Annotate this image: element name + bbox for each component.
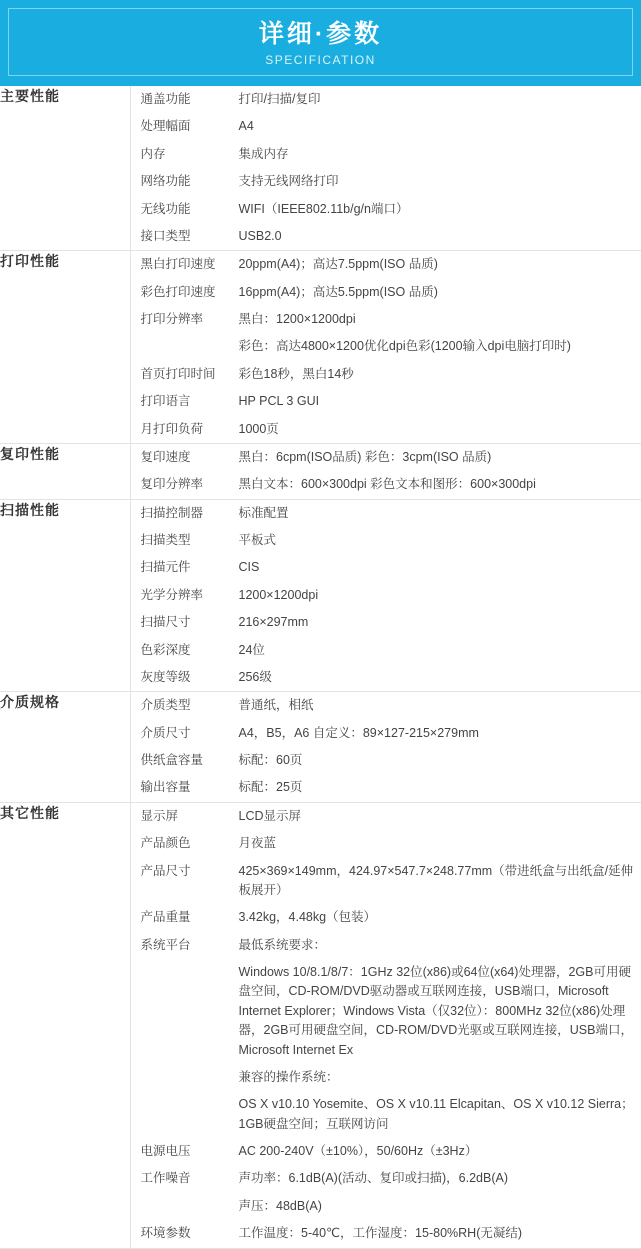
spec-group-rows [130, 692, 641, 803]
spec-row-value: 256级 [239, 668, 641, 687]
spec-row-value: 标准配置 [239, 504, 641, 523]
spec-row [131, 1064, 641, 1091]
spec-row-label: 介质尺寸 [131, 724, 239, 743]
spec-row-label: 彩色打印速度 [131, 283, 239, 302]
spec-row-value: 1200×1200dpi [239, 586, 641, 605]
spec-row-value: 黑白：1200×1200dpi [239, 310, 641, 329]
page-subtitle: SPECIFICATION [9, 53, 632, 67]
spec-row [131, 86, 641, 113]
spec-row-label: 输出容量 [131, 778, 239, 797]
page-title: 详细·参数 [9, 19, 632, 49]
spec-row-value: 黑白：6cpm(ISO品质) 彩色：3cpm(ISO 品质) [239, 448, 641, 467]
spec-row-value: USB2.0 [239, 227, 641, 246]
spec-row-value: 兼容的操作系统： [239, 1068, 641, 1087]
spec-row-label: 网络功能 [131, 172, 239, 191]
spec-row-label: 系统平台 [131, 936, 239, 955]
spec-table-body [0, 86, 641, 1248]
spec-row-value: 标配：60页 [239, 751, 641, 770]
spec-row-label: 介质类型 [131, 696, 239, 715]
spec-row-label: 处理幅面 [131, 117, 239, 136]
spec-row [131, 582, 641, 609]
spec-row-label: 黑白打印速度 [131, 255, 239, 274]
spec-row [131, 1165, 641, 1192]
spec-row-value: 最低系统要求： [239, 936, 641, 955]
spec-row [131, 1091, 641, 1138]
spec-group-rows [130, 443, 641, 499]
spec-row-label: 扫描元件 [131, 558, 239, 577]
banner-frame [8, 8, 633, 76]
spec-group-rows [130, 499, 641, 692]
spec-row [131, 774, 641, 801]
spec-row-label: 色彩深度 [131, 641, 239, 660]
spec-row [131, 803, 641, 830]
spec-row-value: 20ppm(A4)；高达7.5ppm(ISO 品质) [239, 255, 641, 274]
spec-row-label: 产品尺寸 [131, 862, 239, 881]
spec-row [131, 306, 641, 333]
spec-row-value: 标配：25页 [239, 778, 641, 797]
spec-row-value: 1000页 [239, 420, 641, 439]
spec-row-label: 扫描控制器 [131, 504, 239, 523]
spec-row-value: 16ppm(A4)；高达5.5ppm(ISO 品质) [239, 283, 641, 302]
spec-row [131, 444, 641, 471]
spec-row [131, 527, 641, 554]
spec-row [131, 664, 641, 691]
spec-row-label: 内存 [131, 145, 239, 164]
spec-group-name: 其它性能 [0, 802, 130, 1248]
spec-row [131, 1138, 641, 1165]
spec-row-label: 灰度等级 [131, 668, 239, 687]
spec-row-value: AC 200-240V（±10%），50/60Hz（±3Hz） [239, 1142, 641, 1161]
spec-row-label: 扫描类型 [131, 531, 239, 550]
spec-row [131, 904, 641, 931]
spec-row-value: 24位 [239, 641, 641, 660]
spec-row-label: 产品重量 [131, 908, 239, 927]
table-row [0, 251, 641, 444]
spec-row [131, 500, 641, 527]
spec-row-value: 彩色18秒，黑白14秒 [239, 365, 641, 384]
spec-row [131, 858, 641, 905]
table-row [0, 499, 641, 692]
spec-row [131, 692, 641, 719]
spec-row-label: 产品颜色 [131, 834, 239, 853]
spec-row-value: 声功率：6.1dB(A)(活动、复印或扫描)，6.2dB(A) [239, 1169, 641, 1188]
spec-row [131, 1193, 641, 1220]
spec-row-value: 声压：48dB(A) [239, 1197, 641, 1216]
spec-row-value: OS X v10.10 Yosemite、OS X v10.11 Elcapitan、OS X v10.12 Sierra；1GB硬盘空间；互联网访问 [239, 1095, 641, 1134]
spec-row-label: 复印速度 [131, 448, 239, 467]
spec-row-value: 工作温度：5-40℃，工作湿度：15-80%RH(无凝结) [239, 1224, 641, 1243]
spec-row [131, 609, 641, 636]
spec-row [131, 554, 641, 581]
spec-row-label: 光学分辨率 [131, 586, 239, 605]
spec-row-label: 工作噪音 [131, 1169, 239, 1188]
table-row [0, 86, 641, 251]
spec-row-label: 供纸盒容量 [131, 751, 239, 770]
spec-row-value: 支持无线网络打印 [239, 172, 641, 191]
spec-row-label: 显示屏 [131, 807, 239, 826]
spec-row-value: 普通纸，相纸 [239, 696, 641, 715]
spec-row-value: A4，B5，A6 自定义：89×127-215×279mm [239, 724, 641, 743]
spec-row-label: 月打印负荷 [131, 420, 239, 439]
spec-row [131, 223, 641, 250]
spec-group-name: 复印性能 [0, 443, 130, 499]
spec-row [131, 1220, 641, 1247]
spec-row [131, 830, 641, 857]
spec-row-value: 打印/扫描/复印 [239, 90, 641, 109]
spec-row [131, 251, 641, 278]
spec-row [131, 361, 641, 388]
spec-row-value: 216×297mm [239, 613, 641, 632]
spec-row-label: 首页打印时间 [131, 365, 239, 384]
spec-row-value: CIS [239, 558, 641, 577]
spec-row-value: 黑白文本：600×300dpi 彩色文本和图形：600×300dpi [239, 475, 641, 494]
spec-row-label: 环境参数 [131, 1224, 239, 1243]
spec-group-name: 主要性能 [0, 86, 130, 251]
spec-row-value: Windows 10/8.1/8/7：1GHz 32位(x86)或64位(x64)处理器，2GB可用硬盘空间，CD-ROM/DVD驱动器或互联网连接，USB端口，Microsoft Internet Explorer；Windows Vista（仅32位）：800MHz 32位(x86)处理器，2GB可用硬盘空间，CD-ROM/DVD光驱或互联网连接，USB端口，Microsoft Internet Ex [239, 963, 641, 1060]
spec-row [131, 168, 641, 195]
spec-row [131, 141, 641, 168]
spec-row-value: HP PCL 3 GUI [239, 392, 641, 411]
spec-row [131, 720, 641, 747]
spec-row [131, 279, 641, 306]
spec-row-label: 打印分辨率 [131, 310, 239, 329]
spec-group-rows [130, 802, 641, 1248]
spec-row-value: 月夜蓝 [239, 834, 641, 853]
spec-row [131, 113, 641, 140]
spec-row [131, 637, 641, 664]
spec-row-value: WIFI（IEEE802.11b/g/n端口） [239, 200, 641, 219]
spec-row [131, 932, 641, 959]
spec-row [131, 388, 641, 415]
table-row [0, 802, 641, 1248]
spec-row-value: 425×369×149mm，424.97×547.7×248.77mm（带进纸盒与出纸盒/延伸板展开） [239, 862, 641, 901]
spec-row [131, 196, 641, 223]
spec-row-value: 彩色：高达4800×1200优化dpi色彩(1200输入dpi电脑打印时) [239, 337, 641, 356]
spec-row-label: 接口类型 [131, 227, 239, 246]
table-row [0, 692, 641, 803]
spec-group-rows [130, 251, 641, 444]
spec-row [131, 747, 641, 774]
spec-row-label: 通盖功能 [131, 90, 239, 109]
spec-row-label: 电源电压 [131, 1142, 239, 1161]
spec-row-value: 平板式 [239, 531, 641, 550]
spec-row-label: 扫描尺寸 [131, 613, 239, 632]
table-row [0, 443, 641, 499]
spec-row [131, 471, 641, 498]
spec-row-value: 3.42kg，4.48kg（包装） [239, 908, 641, 927]
spec-group-rows [130, 86, 641, 251]
spec-row-label: 无线功能 [131, 200, 239, 219]
page-banner [0, 0, 641, 86]
spec-row [131, 333, 641, 360]
spec-row-value: 集成内存 [239, 145, 641, 164]
spec-row [131, 959, 641, 1064]
spec-row-label: 打印语言 [131, 392, 239, 411]
spec-row-value: LCD显示屏 [239, 807, 641, 826]
spec-row [131, 416, 641, 443]
spec-group-name: 介质规格 [0, 692, 130, 803]
spec-group-name: 扫描性能 [0, 499, 130, 692]
spec-row-label: 复印分辨率 [131, 475, 239, 494]
spec-group-name: 打印性能 [0, 251, 130, 444]
specification-table [0, 86, 641, 1249]
spec-row-value: A4 [239, 117, 641, 136]
